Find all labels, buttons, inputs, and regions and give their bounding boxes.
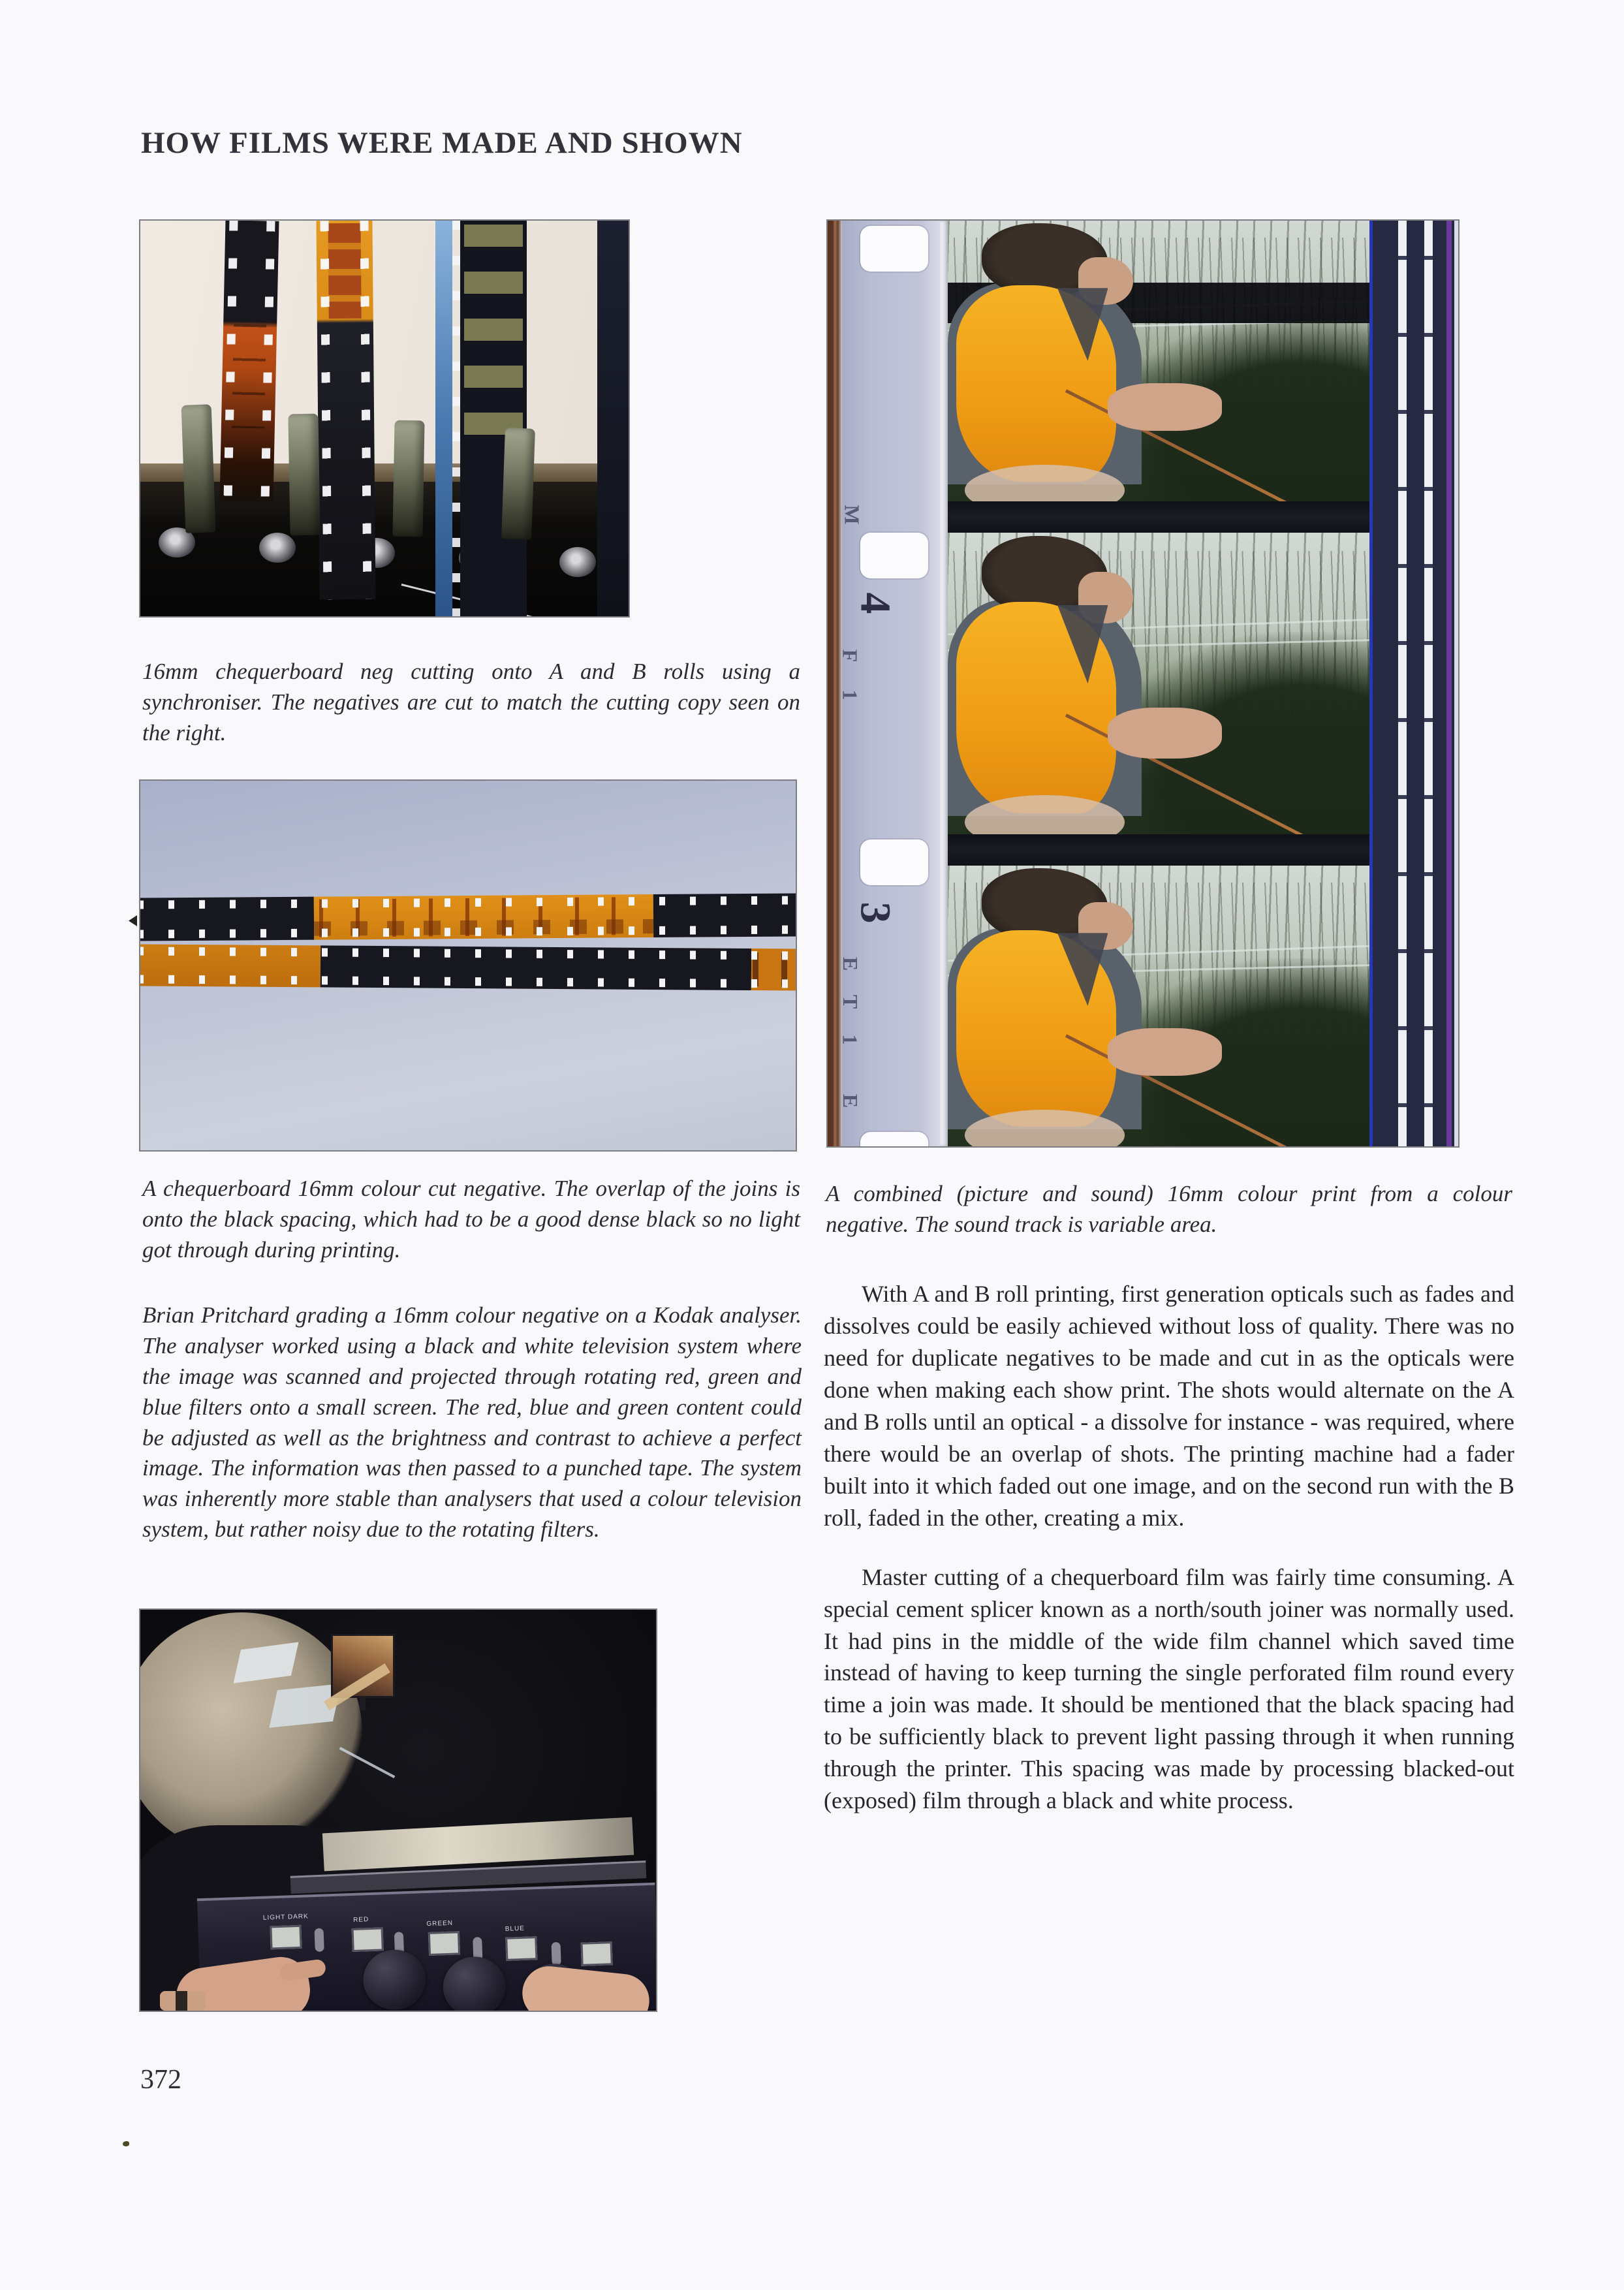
film-strip-edge-dark (597, 221, 629, 616)
soundtrack-modulation (1398, 221, 1407, 1146)
film-perforation (860, 226, 928, 272)
splicer-clamp (392, 420, 424, 537)
film-strip-dark (460, 221, 527, 616)
page-number: 372 (140, 2065, 181, 2095)
soundtrack-blue-edge (1369, 221, 1373, 1146)
edge-mark: T (839, 994, 863, 1009)
caption-cut-negative: A chequerboard 16mm colour cut negative. The overlap of the joins is onto the black spacing, which had to be a good dense black so no light got through during printing. (142, 1176, 800, 1263)
film-frames (464, 225, 523, 440)
edge-mark: 3 (851, 902, 899, 924)
edge-mark: M (840, 505, 864, 525)
film-frames (328, 223, 362, 319)
screen-stand (360, 1696, 366, 1710)
panel-label: LIGHT DARK (262, 1913, 309, 1922)
edge-mark: 1 (838, 689, 862, 700)
panel-button (352, 1927, 384, 1952)
caption-combined-print: A combined (picture and sound) 16mm colour print from a colour negative. The sound track is variable area. (826, 1181, 1512, 1237)
analyser-screen (333, 1636, 393, 1696)
splicer-clamp (501, 428, 535, 540)
blue-film-edge (435, 221, 452, 616)
soundtrack-light-edge (1454, 221, 1458, 1146)
film-perforations (452, 221, 460, 616)
caption-analyser: Brian Pritchard grading a 16mm colour negative on a Kodak analyser. The analyser worked using a black and white television system where the image was scanned and projected through rotating red, green and blue filters onto a small screen. The red, blue and green content could be adjusted as well as the brightness and contrast to achieve a perfect image. The information was then passed to a punched tape. The system was inherently more stable than analysers that used a colour television system, but rather noisy due to the rotating filters. (142, 1302, 802, 1543)
body-text-column (824, 1278, 1514, 1817)
edge-mark: E (839, 956, 863, 971)
margin-mark (129, 915, 137, 926)
paragraph-ab-roll-printing: With A and B roll printing, first generation opticals such as fades and dissolves could be easily achieved without loss of quality. There was no need for duplicate negatives to be made and cut in as the opticals were done when making each show print. The shots would alternate on the A and B rolls until an optical - a dissolve for instance - was required, where there would be an overlap of shots. The printing machine had a fader built into it which faded out one image, and on the second run with the B roll, faded in the other, creating a mix. (824, 1281, 1514, 1531)
splicer-clamp (288, 414, 320, 536)
film-strip-blue-print (435, 221, 527, 616)
panel-button (505, 1936, 537, 1961)
panel-toggle (552, 1942, 561, 1966)
variable-area-soundtrack (1369, 221, 1458, 1146)
edge-mark: F (838, 649, 862, 663)
panel-button (428, 1931, 460, 1956)
edge-mark: 4 (851, 592, 899, 614)
panel-label: GREEN (426, 1919, 454, 1928)
man-hand (1108, 383, 1221, 431)
panel-button (270, 1925, 302, 1950)
man-hand (1108, 1028, 1221, 1076)
film-strip-orange-negative (316, 221, 375, 599)
synchroniser-roller (559, 547, 596, 577)
film-perforations (360, 221, 371, 599)
synchroniser-roller (259, 533, 296, 563)
film-perforation (860, 1132, 928, 1146)
panel-toggle (315, 1928, 324, 1952)
film-frame (948, 866, 1369, 1146)
film-strip-lower (140, 944, 796, 990)
panel-label: BLUE (505, 1924, 525, 1933)
wrist-watch (160, 1991, 206, 2011)
panel-button (581, 1941, 613, 1966)
photo-cut-negative (140, 781, 796, 1150)
picture-frames (948, 221, 1369, 1146)
paragraph-master-cutting: Master cutting of a chequerboard film was fairly time consuming. A special cement splicer known as a north/south joiner was normally used. It had pins in the middle of the wide film channel which saved time instead of having to keep turning the single perforated film round every time a join was made. It should be mentioned that the black spacing had to be sufficiently black to prevent light passing through it when running through the printer. This spacing was made by processing blacked-out (exposed) film through a black and white process. (824, 1563, 1514, 1814)
film-frames (232, 324, 266, 429)
film-frame (948, 533, 1369, 834)
edge-mark: 1 (838, 1034, 862, 1045)
frame-edge-line (940, 221, 948, 1146)
paper-speck (123, 2141, 129, 2146)
soundtrack-modulation (1424, 221, 1433, 1146)
film-strip-upper (140, 893, 796, 941)
film-perforation (860, 533, 928, 578)
frame-separator (948, 834, 1369, 866)
frame-separator (948, 501, 1369, 533)
photo-combined-print (828, 221, 1458, 1146)
perforation-strip (838, 221, 940, 1146)
splicer-clamp (181, 404, 216, 533)
grading-knob (442, 1956, 507, 2011)
photo-kodak-analyser (140, 1610, 656, 2011)
edge-mark: E (839, 1093, 863, 1108)
film-strip-black-leader (220, 221, 279, 502)
man-hand (1108, 708, 1221, 759)
caption-synchroniser: 16mm chequerboard neg cutting onto A and B rolls using a synchroniser. The negatives are cut to match the cutting copy seen on the right. (142, 659, 800, 745)
page-title: HOW FILMS WERE MADE AND SHOWN (141, 126, 743, 160)
photo-synchroniser (140, 221, 629, 616)
panel-label: RED (352, 1916, 369, 1924)
soundtrack-purple-edge (1446, 221, 1452, 1146)
film-perforation (860, 839, 928, 885)
film-frame (948, 221, 1369, 501)
grading-knob (362, 1949, 427, 2011)
